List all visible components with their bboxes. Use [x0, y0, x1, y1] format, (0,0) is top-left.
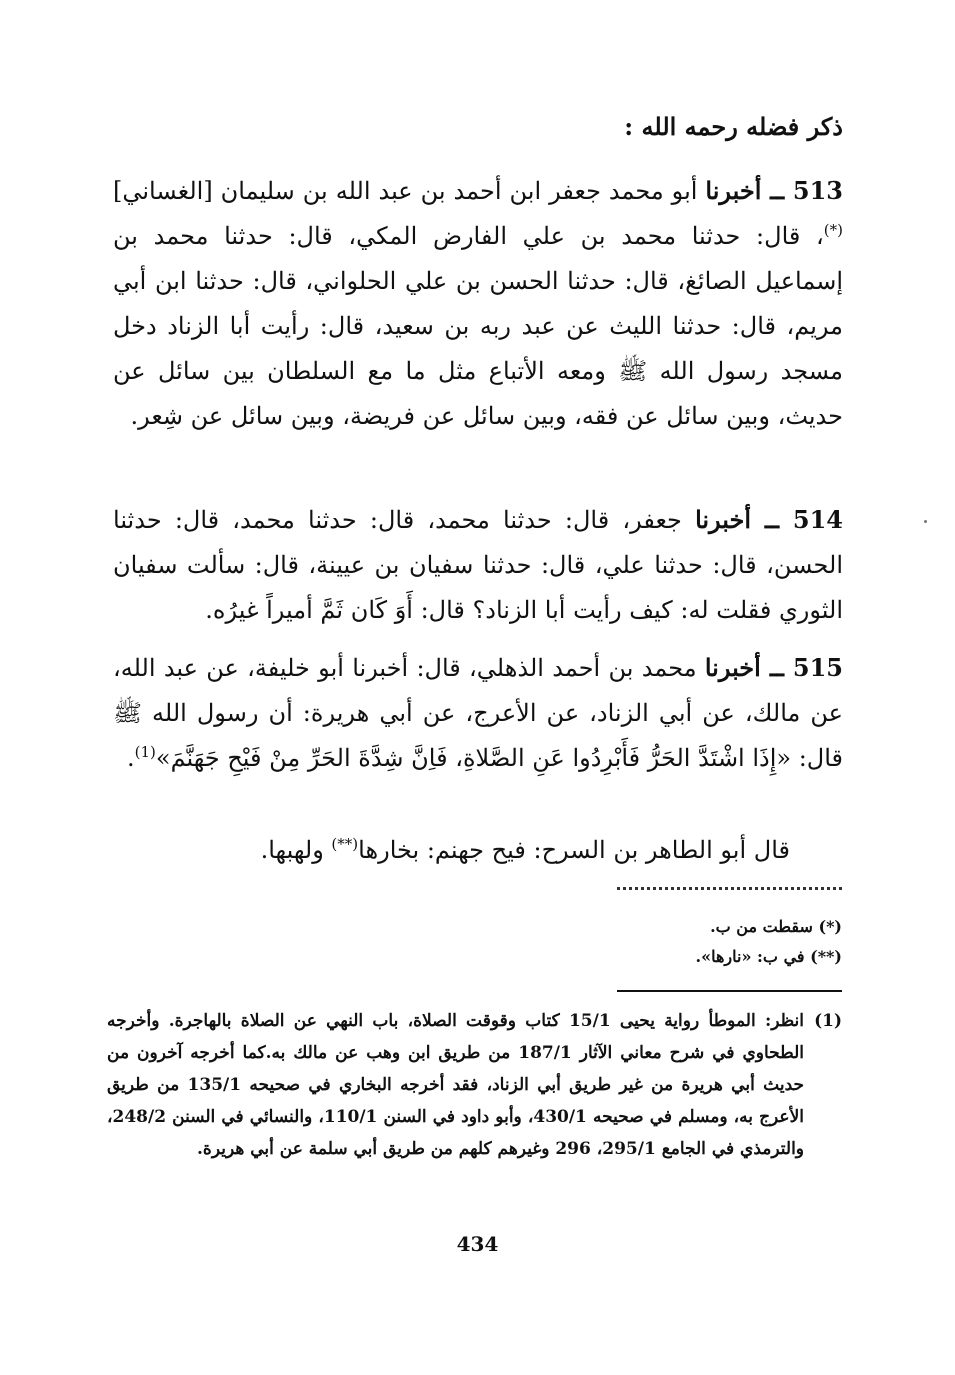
hadith-text: أبو محمد جعفر ابن أحمد بن عبد الله بن سليمان [الغساني] [113, 177, 706, 205]
footnote-ref: (**) [331, 835, 359, 853]
hadith-dash: ــ [761, 176, 793, 205]
abu-tahir-quote [261, 836, 790, 864]
footnote-text: انظر: الموطأ رواية يحيى 15/1 كتاب وقوقت الصلاة، باب النهي عن الصلاة بالهاجرة. وأخرجه الطحاوي في شرح معاني الآثار 187/1 من طريق ابن وهب عن مالك به.كما أخرجه آخرون من حديث أبي هريرة من غير طريق أبي الزناد، فقد أخرجه البخاري في صحيحه 135/1 من طريق الأعرج به، ومسلم في صحيحه 430/1، وأبو داود في السنن 110/1، والنسائي في السنن 248/2، والترمذي في الجامع 295/1، 296 وغيرهم كلهم من طريق أبي سلمة عن أبي هريرة. [107, 1011, 804, 1159]
hadith-text: جعفر، قال: حدثنا محمد، قال: حدثنا محمد، قال: حدثنا الحسن، قال: حدثنا علي، قال: حدثنا سفيان بن عيينة، قال: سألت سفيان الثوري فقلت له: كيف رأيت أبا الزناد؟ قال: أَوَ كَان ثَمَّ أميراً غيرُه. [113, 506, 843, 624]
hadith-text-continued: . [126, 744, 135, 772]
hadith-text: محمد بن أحمد الذهلي، قال: أخبرنا أبو خليفة، عن عبد الله، عن مالك، عن أبي الزناد، عن الأعرج، عن أبي هريرة: أن رسول الله ﷺ قال: «إِذَا اشْتَدَّ الحَرُّ فَأَبْرِدُوا عَنِ الصَّلاةِ، فَاِنَّ شِدَّةَ الحَرِّ مِنْ فَيْحِ جَهَنَّمَ» [113, 654, 843, 772]
hadith-intro: أخبرنا [704, 653, 761, 682]
hadith-text-continued: ، قال: حدثنا محمد بن علي الفارض المكي، قال: حدثنا محمد بن إسماعيل الصائغ، قال: حدثنا الحسن بن علي الحلواني، قال: حدثنا ابن أبي مريم، قال: حدثنا الليث عن عبد ربه بن سعيد، قال: رأيت أبا الزناد دخل مسجد رسول الله ﷺ ومعه الأتباع مثل ما مع السلطان بين سائل عن حديث، وبين سائل عن فقه، وبين سائل عن فريضة، وبين سائل عن شِعر. [113, 222, 843, 430]
hadith-number: 513 [792, 176, 843, 205]
quote-text-continued: ولهبها. [260, 836, 332, 864]
hadith-number: 515 [792, 653, 843, 682]
variant-note: (*) سقطت من ب. [710, 917, 842, 936]
hadith-intro: أخبرنا [695, 505, 752, 534]
footnote-separator [617, 990, 842, 992]
footnote-ref: (*) [823, 221, 843, 239]
footnote-ref: (1) [134, 743, 156, 761]
hadith-513 [113, 168, 843, 439]
quote-text: قال أبو الطاهر بن السرح: فيح جهنم: بخارها [358, 836, 790, 864]
hadith-number: 514 [792, 505, 843, 534]
hadith-515 [113, 645, 843, 781]
page-number: 434 [456, 1232, 499, 1256]
scan-speck [924, 520, 927, 523]
variant-note: (**) في ب: «نارها». [695, 947, 842, 966]
hadith-514 [113, 497, 843, 633]
hadith-intro: أخبرنا [705, 176, 762, 205]
footnote-marker: (1) [814, 1011, 842, 1031]
hadith-dash: ــ [760, 653, 793, 682]
section-heading: ذكر فضله رحمه الله : [624, 112, 843, 141]
footnote [107, 1005, 842, 1165]
dotted-separator [617, 887, 842, 890]
hadith-dash: ــ [751, 505, 793, 534]
